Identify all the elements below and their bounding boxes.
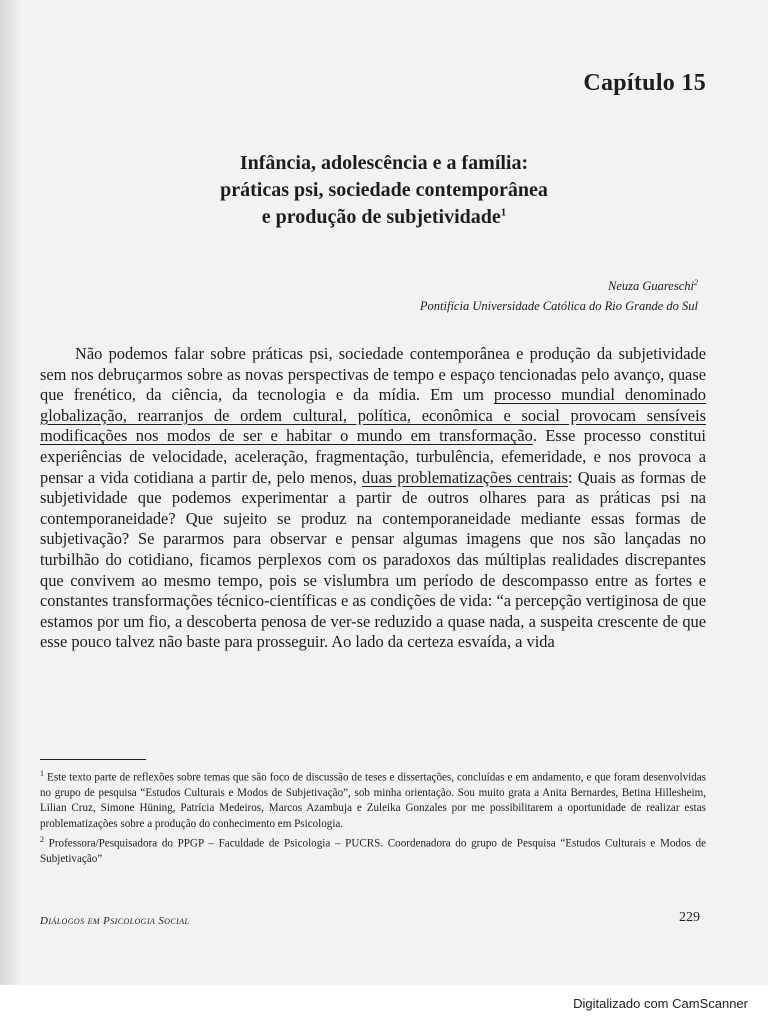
body-text <box>40 344 706 653</box>
footnote-separator <box>40 759 146 760</box>
paragraph-1-part-a: Não podemos falar sobre práticas psi, sociedade contemporânea e produção da subjetividade sem nos debruçarmos sobre as novas perspectivas de tempo e espaço tencionadas pelo avanço, quase que frenético, da ciência, da tecnologia e da mídia. Em um <box>40 344 706 405</box>
title-line-2: práticas psi, sociedade contemporânea <box>220 179 548 201</box>
journal-name: Diálogos em Psicologia Social <box>40 915 190 927</box>
title-line-3-text: e produção de subjetividade <box>261 206 501 228</box>
page-edge-shadow <box>0 0 22 985</box>
author-footnote-mark: 2 <box>694 277 698 287</box>
author-name-line <box>420 276 698 296</box>
footnote-1-text: Este texto parte de reflexões sobre temas que são foco de discussão de teses e dissertações, concluídas e em andamento, e que foram desenvolvidas no grupo de pesquisa “Estudos Culturais e Modos de Subjetivação”, sob minha orientação. Sou muito grata a Anita Bernardes, Betina Hillesheim, Lilian Cruz, Simone Hüning, Patrícia Medeiros, Marcos Azambuja e Zuleika Gonzales por me possibilitarem a oportunidade de realizar estas problematizações sobre a produção do conhecimento em Psicologia. <box>40 771 706 830</box>
paragraph-1 <box>40 344 706 653</box>
article-title <box>0 150 768 231</box>
footnote-2 <box>40 832 706 867</box>
title-footnote-mark: 1 <box>500 206 507 219</box>
underlined-passage-2: duas problematizações centrais <box>362 467 569 487</box>
author-name: Neuza Guareschi <box>608 279 694 293</box>
scanner-watermark: Digitalizado com CamScanner <box>573 996 748 1011</box>
footnote-1-mark: 1 <box>40 769 44 778</box>
page-number: 229 <box>679 910 700 925</box>
footnote-2-mark: 2 <box>40 834 44 844</box>
chapter-label: Capítulo 15 <box>583 70 706 96</box>
paragraph-1-part-b: . Esse processo constitui experiências de velocidade, aceleração, fragmentação, turbulência, efemeridade, e nos provoca a pensar a vida cotidiana a partir de, pelo menos, <box>40 426 706 487</box>
paragraph-1-part-c: : Quais as formas de subjetividade que podemos experimentar a partir de outros olhares para as práticas psi na contemporaneidade? Que sujeito se produz na contemporaneidade mediante essas formas de subjetivação? Se pararmos para observar e pensar algumas imagens que nos são lançadas no turbilhão do cotidiano, ficamos perplexos com os paradoxos das múltiplas realidades discrepantes que convivem ao mesmo tempo, pois se vislumbra um período de descompasso entre as fortes e constantes transformações técnico-científicas e as condições de vida: “a percepção vertiginosa de que estamos por um fio, a descoberta penosa de ver-se reduzido a quase nada, a suspeita crescente de que esse pouco talvez não baste para prosseguir. Ao lado da certeza esvaída, a vida <box>40 467 707 652</box>
title-line-3 <box>0 204 768 231</box>
footnotes <box>40 766 706 867</box>
author-affiliation: Pontifícia Universidade Católica do Rio Grande do Sul <box>419 299 698 313</box>
author-block <box>420 276 698 316</box>
underlined-passage-1: processo mundial denominado globalização, rearranjos de ordem cultural, política, econômica e social provocam sensíveis modificações nos modos de ser e habitar o mundo em transformação <box>40 385 706 446</box>
title-line-1: Infância, adolescência e a família: <box>239 152 529 174</box>
footnote-2-text: Professora/Pesquisadora do PPGP – Faculdade de Psicologia – PUCRS. Coordenadora do grupo de Pesquisa “Estudos Culturais e Modos de Subjetivação” <box>40 837 706 865</box>
footnote-1 <box>40 766 706 832</box>
